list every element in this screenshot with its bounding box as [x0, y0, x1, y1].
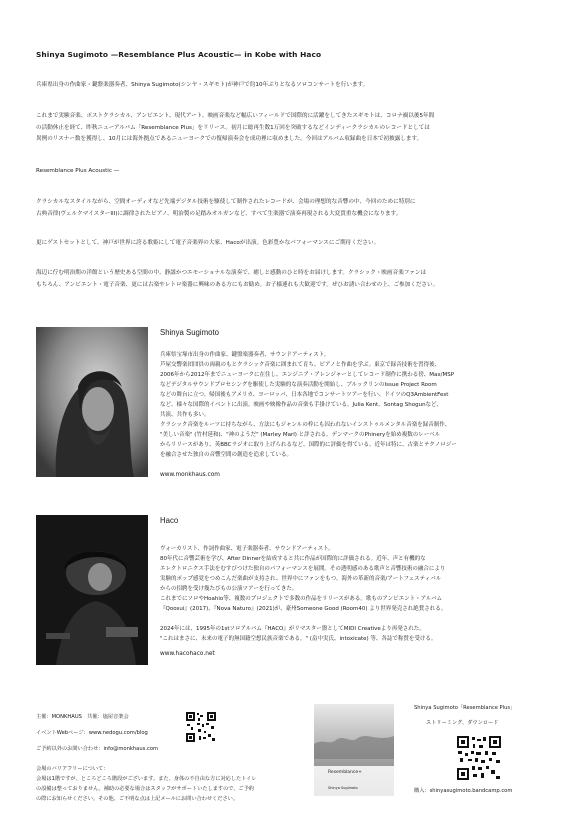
bio-line: クラシック音楽をルーツに持ちながら、方法にもジャンルの枠にも囚われないインストゥルメンタル音楽を録音制作、 — [160, 422, 451, 428]
bio-line: 芦屋交響楽団団員の両親のもとクラシック音楽に囲まれて育ち、ピアノと作曲を学ぶ。東京で録音技術を習得後、 — [160, 362, 441, 368]
qr-code-album[interactable] — [457, 736, 501, 780]
bio-line: 共演、共作も多い。 — [160, 412, 210, 418]
artist-name-sugimoto: Shinya Sugimoto — [160, 328, 219, 337]
bio-line: などデジタルサウンドプロセシングを駆使した実験的な演奏活動を開始し、ブルックリンのIssue Project Room — [160, 382, 437, 388]
bio-line: "美しい音楽" (竹村延和)、"神のようだ" (Marley Marl) と評される。デンマークのPhineryを始め複数のレーベル — [160, 432, 441, 438]
bio-line: 兵庫県宝塚市出身の作曲家、鍵盤楽器奏者、サウンドアーティスト。 — [160, 352, 330, 358]
bio-line: からリリースがあり、英BBCラジオに取り上げられるなど、国際的に評価を得ている。近年は特に、古楽とテクノロジー — [160, 442, 457, 448]
artist-url-haco[interactable]: www.hacohaco.net — [160, 651, 215, 657]
intro-paragraph-2 — [36, 111, 546, 146]
bio-line: エレクトロニクス手法をむすびつけた独自のパフォーマンスを展開。その透明感のある歌声と音響技術の融合により — [160, 566, 446, 572]
artist-photo-sugimoto — [36, 327, 148, 477]
note-title: 会場のバリアフリーについて： — [36, 766, 109, 772]
cd-artist: Shinya Sugimoto — [328, 786, 358, 790]
text-line: 海辺に佇む明治期の洋館という歴史ある空間の中、静謐かつエモーショナルな演奏で、癒しと感動のひと時をお届けします。クラシック・映画音楽ファンは — [36, 270, 427, 276]
bio-line: からの招聘を受け幾たびもの公演ツアーを行ってきた。 — [160, 586, 298, 592]
barrier-free-note — [36, 764, 306, 804]
text-line: 古典音律(ヴェルクマイスターIII)に調律されたピアノ、明治製の足踏みオルガンなど、すべて生楽器で演奏再現される大変貴重な機会になります。 — [36, 210, 402, 217]
bio-line: "これはまさに、未来の電子的無国籍空想民族音楽である。" (畠中実氏、intoxicate) 等、各誌で称賛を受ける。 — [160, 636, 437, 642]
artist-photo-haco — [36, 515, 148, 665]
intro-paragraph-4: 更にゲストセットとして、神戸が世界に誇る歌姫にして電子音楽界の大家、Hacoが出演。色彩豊かなパフォーマンスにご期待ください。 — [36, 240, 380, 246]
artist-bio-sugimoto — [160, 350, 548, 460]
event-web-link[interactable]: イベントWebページ：www.nedogu.com/blog — [36, 730, 148, 736]
organizer-text: 主催：MONKHAUS 共催：塩屋音楽会 — [36, 714, 129, 720]
bio-line: 2006年から2012年までニューヨークに在住し、エンジニア・アレンジャーとしてレコード制作に携わる傍、Max/MSP — [160, 372, 455, 378]
bio-line: これまでにソロやHoahio等、複数のプロジェクトで多数の作品をリリースがある。歌ものアンビエント・アルバム — [160, 596, 443, 602]
bio-line: など、様々な国際的イベントに出演。映画や映像作品の音楽も手掛けている。Julia Kent、Sontag Shogunなど、 — [160, 402, 443, 408]
section-heading: Resemblance Plus Acoustic — — [36, 168, 120, 174]
cd-title: Resemblance+ — [328, 770, 362, 775]
page-title: Shinya Sugimoto —Resemblance Plus Acoustic— in Kobe with Haco — [36, 50, 322, 59]
bio-line: 『Qoosui』(2017)、『Nova Naturo』(2021)が、豪州Someone Good (Room40) より世界発売され絶賛される。 — [160, 606, 447, 612]
bio-line: 2024年には、1995年の1stソロアルバム『HACO』がリマスター盤としてMIDI Creativeより再発された。 — [160, 626, 425, 632]
album-cover — [314, 704, 394, 796]
intro-paragraph-3 — [36, 197, 546, 220]
note-line: の際にお知らせください。その他、ご不明な点は上記メールにお問い合わせください。 — [36, 796, 239, 802]
artist-url-sugimoto[interactable]: www.monkhaus.com — [160, 472, 220, 478]
bio-line: 実験的ポップ感覚をつめこんだ楽曲が支持され、世界中にファンをもつ。海外の革新的音楽/アートフェスティバル — [160, 576, 442, 582]
text-line: の活動休止を経て、昨秋ニューアルバム「Resemblance Plus」をリリース。初月に総再生数1万回を突破するなどインディークラシカルのレコードとしては — [36, 124, 430, 131]
artist-name-haco: Haco — [160, 516, 179, 525]
text-line: これまで実験音楽、ポストクラシカル、アンビエント、現代アート、映画音楽など幅広いフィールドで国際的に活躍をしてきたスギモトは、コロナ禍以後5年間 — [36, 113, 435, 119]
text-line: 異例のリスナー数を獲得し、10月には海外拠点であるニューヨークでの復帰演奏会を成功裡に収めました。今回はアルバム収録曲を日本で初披露します。 — [36, 136, 423, 142]
bio-line: を融合させた独自の音響空間の創造を追求している。 — [160, 452, 293, 458]
intro-paragraph-5 — [36, 268, 546, 291]
bio-line — [160, 614, 548, 624]
note-line: 会場は1階ですが、ところどころ階段がございます。また、身体の不自由な方に対応したトイレ — [36, 776, 257, 782]
bio-line: ヴォーカリスト、作詞作曲家、電子楽器奏者、サウンドアーティスト。 — [160, 546, 334, 552]
streaming-label: ストリーミング、ダウンロード — [426, 720, 499, 726]
album-caption: Shinya Sugimoto「Resemblance Plus」 — [414, 705, 516, 711]
text-line: クラシカルなスタイルながら、空間オーディオなど先端デジタル技術を駆使して制作されたレコードが、会場の理想的な音響の中、今回のために特別に — [36, 199, 416, 205]
qr-code-event[interactable] — [186, 712, 216, 742]
purchase-link[interactable]: 購入：shinyasugimoto.bandcamp.com — [414, 788, 513, 794]
intro-paragraph-1: 兵庫県出身の作曲家・鍵盤楽器奏者、Shinya Sugimoto(シンヤ・スギモト)が神戸で約10年ぶりとなるソロコンサートを行います。 — [36, 82, 369, 88]
inquiry-email[interactable]: ご予約以外のお問い合わせ：info@monkhaus.com — [36, 746, 159, 752]
bio-line: 80年代に音響芸術を学び、After Dinnerを結成すると共に作品が国際的に評価される。近年、声と有機的な — [160, 556, 426, 562]
note-line: の設備は整っておりません。補助の必要な場合はスタッフがサポートいたしますので、ご予約 — [36, 786, 255, 792]
artist-bio-haco — [160, 544, 548, 644]
text-line: もちろん、アンビエント・電子音楽、更には古楽やレトロ楽器に興味のある方にもお勧め。お子様連れも大歓迎です。ぜひお誘い合わせの上、ご参加ください。 — [36, 281, 439, 288]
bio-line: などの舞台に立つ。帰国後もアメリカ、ヨーロッパ、日本各地でコンサートツアーを行い、ドイツのQ3AmbientFest — [160, 392, 449, 398]
